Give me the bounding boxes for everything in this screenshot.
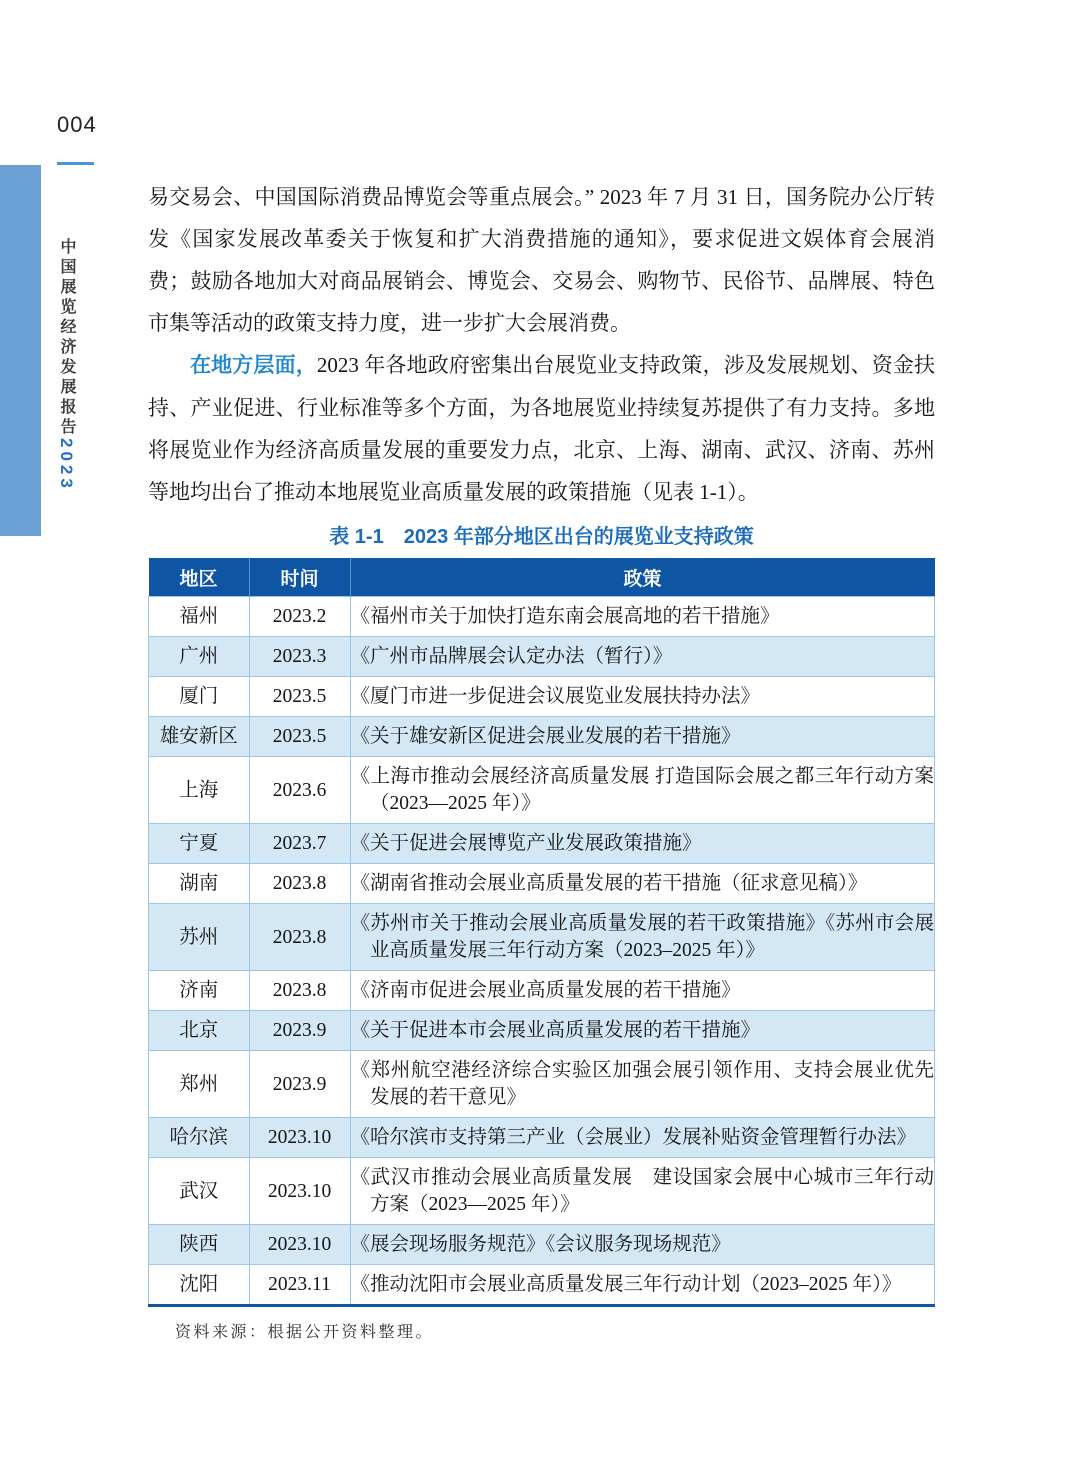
date-cell: 2023.3: [249, 637, 350, 677]
policy-cell: [350, 1225, 935, 1265]
policy-text: 《湖南省推动会展业高质量发展的若干措施（征求意见稿）》: [350, 873, 868, 894]
table-row: [149, 1158, 935, 1225]
policy-cell: [350, 971, 935, 1011]
region-cell: 苏州: [149, 904, 250, 971]
region-cell: 厦门: [149, 677, 250, 717]
policy-text: 《哈尔滨市支持第三产业（会展业）发展补贴资金管理暂行办法》: [350, 1127, 917, 1148]
date-cell: 2023.10: [249, 1158, 350, 1225]
paragraph-lead-highlight: 在地方层面，: [190, 354, 317, 377]
policy-text: 《济南市促进会展业高质量发展的若干措施》: [350, 980, 741, 1001]
col-header-region: 地区: [149, 558, 250, 597]
region-cell: 郑州: [149, 1051, 250, 1118]
policy-text: 《厦门市进一步促进会议展览业发展扶持办法》: [350, 686, 761, 707]
page-number: 004: [57, 112, 97, 137]
policy-text: 《福州市关于加快打造东南会展高地的若干措施》: [350, 606, 780, 627]
policy-cell: [350, 717, 935, 757]
policy-text: 《展会现场服务规范》《会议服务现场规范》: [350, 1234, 731, 1255]
region-cell: 雄安新区: [149, 717, 250, 757]
date-cell: 2023.7: [249, 824, 350, 864]
region-cell: 北京: [149, 1011, 250, 1051]
page-number-underline: [57, 162, 94, 165]
date-cell: 2023.8: [249, 904, 350, 971]
policy-text: 《广州市品牌展会认定办法（暂行）》: [350, 646, 673, 667]
header-row: [149, 558, 935, 597]
table-row: [149, 904, 935, 971]
policy-text: 《武汉市推动会展业高质量发展 建设国家会展中心城市三年行动方案（2023—2025 年）》: [350, 1167, 934, 1215]
table-row: [149, 1265, 935, 1306]
region-cell: 湖南: [149, 864, 250, 904]
source-note: 资料来源：根据公开资料整理。: [175, 1324, 435, 1341]
table-row: [149, 824, 935, 864]
policy-text: 《苏州市关于推动会展业高质量发展的若干政策措施》《苏州市会展业高质量发展三年行动方案（2023–2025 年）》: [350, 913, 934, 961]
policy-text: 《关于促进本市会展业高质量发展的若干措施》: [350, 1020, 761, 1041]
region-cell: 广州: [149, 637, 250, 677]
region-cell: 福州: [149, 597, 250, 637]
table-row: [149, 757, 935, 824]
policy-cell: [350, 1051, 935, 1118]
policy-table-body: [149, 597, 935, 1306]
region-cell: 宁夏: [149, 824, 250, 864]
region-cell: 武汉: [149, 1158, 250, 1225]
sidebar-title-year: 2023: [57, 438, 76, 492]
region-cell: 哈尔滨: [149, 1118, 250, 1158]
date-cell: 2023.6: [249, 757, 350, 824]
page-content: [148, 176, 935, 1342]
policy-cell: [350, 904, 935, 971]
policy-cell: [350, 597, 935, 637]
date-cell: 2023.8: [249, 971, 350, 1011]
policy-cell: [350, 1265, 935, 1306]
table-row: [149, 1011, 935, 1051]
col-header-policy: 政策: [350, 558, 935, 597]
policy-cell: [350, 637, 935, 677]
policy-cell: [350, 1011, 935, 1051]
date-cell: 2023.5: [249, 717, 350, 757]
policy-table: [148, 558, 935, 1307]
table-row: [149, 1051, 935, 1118]
policy-table-header: [149, 558, 935, 597]
table-row: [149, 971, 935, 1011]
date-cell: 2023.10: [249, 1118, 350, 1158]
policy-text: 《关于雄安新区促进会展业发展的若干措施》: [350, 726, 741, 747]
sidebar-title-text: 中国展览经济发展报告: [58, 238, 75, 438]
region-cell: 济南: [149, 971, 250, 1011]
body-paragraph-2: [148, 344, 935, 513]
policy-text: 《郑州航空港经济综合实验区加强会展引领作用、支持会展业优先发展的若干意见》: [350, 1060, 934, 1108]
policy-cell: [350, 1118, 935, 1158]
date-cell: 2023.8: [249, 864, 350, 904]
col-header-date: 时间: [249, 558, 350, 597]
table-row: [149, 677, 935, 717]
policy-text: 《上海市推动会展经济高质量发展 打造国际会展之都三年行动方案（2023—2025 年）》: [350, 766, 934, 814]
policy-cell: [350, 864, 935, 904]
body-paragraph-1: 易交易会、中国国际消费品博览会等重点展会。” 2023 年 7 月 31 日，国务院办公厅转发《国家发展改革委关于恢复和扩大消费措施的通知》，要求促进文娱体育会展消费；鼓励各地加大对商品展销会、博览会、交易会、购物节、民俗节、品牌展、特色市集等活动的政策支持力度，进一步扩大会展消费。: [148, 185, 935, 335]
paragraph-2-text: 2023 年各地政府密集出台展览业支持政策，涉及发展规划、资金扶持、产业促进、行业标准等多个方面，为各地展览业持续复苏提供了有力支持。多地将展览业作为经济高质量发展的重要发力点，北京、上海、湖南、武汉、济南、苏州等地均出台了推动本地展览业高质量发展的政策措施（见表 1-1）。: [148, 353, 936, 504]
date-cell: 2023.2: [249, 597, 350, 637]
table-row: [149, 717, 935, 757]
region-cell: 上海: [149, 757, 250, 824]
region-cell: 陕西: [149, 1225, 250, 1265]
date-cell: 2023.11: [249, 1265, 350, 1306]
sidebar-vertical-title: [55, 238, 78, 492]
policy-cell: [350, 757, 935, 824]
policy-text: 《关于促进会展博览产业发展政策措施》: [350, 833, 702, 854]
table-caption: 表 1-1 2023 年部分地区出台的展览业支持政策: [329, 526, 754, 548]
table-row: [149, 864, 935, 904]
table-row: [149, 597, 935, 637]
policy-text: 《推动沈阳市会展业高质量发展三年行动计划（2023–2025 年）》: [350, 1274, 902, 1295]
date-cell: 2023.9: [249, 1051, 350, 1118]
table-row: [149, 1225, 935, 1265]
table-row: [149, 637, 935, 677]
region-cell: 沈阳: [149, 1265, 250, 1306]
date-cell: 2023.5: [249, 677, 350, 717]
policy-cell: [350, 824, 935, 864]
left-accent-bar: [0, 165, 41, 536]
policy-cell: [350, 677, 935, 717]
table-row: [149, 1118, 935, 1158]
policy-cell: [350, 1158, 935, 1225]
date-cell: 2023.10: [249, 1225, 350, 1265]
date-cell: 2023.9: [249, 1011, 350, 1051]
